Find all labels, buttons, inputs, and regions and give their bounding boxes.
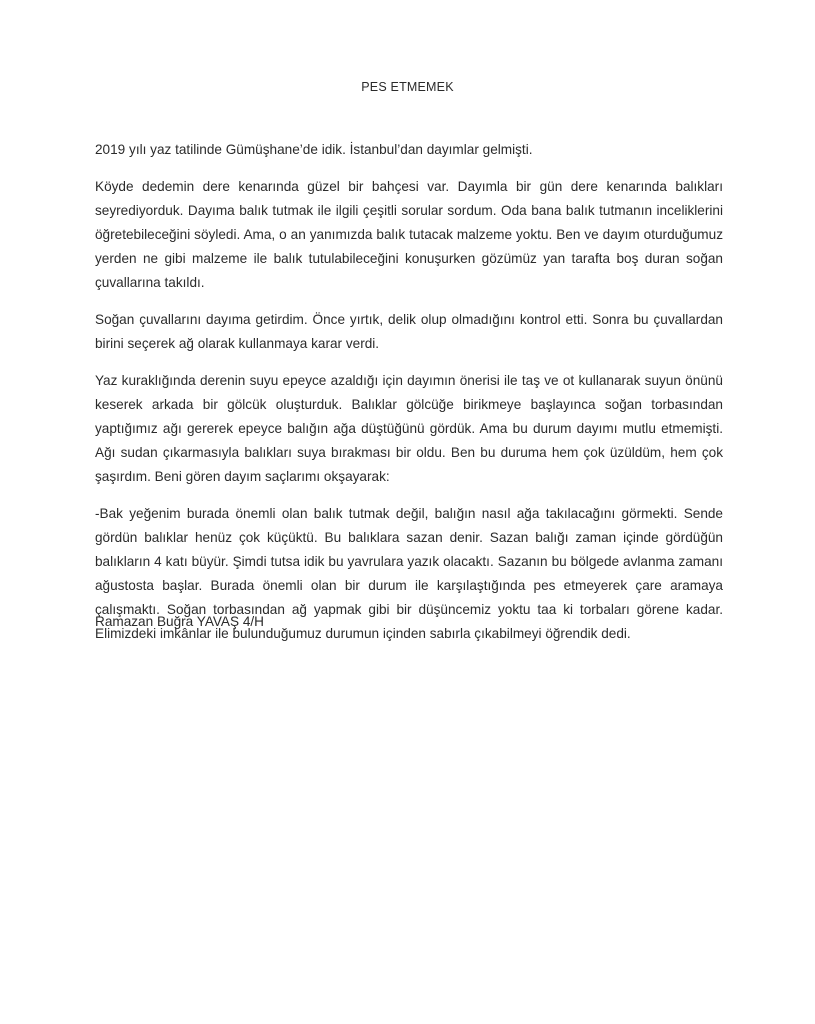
paragraph-3: Soğan çuvallarını dayıma getirdim. Önce yırtık, delik olup olmadığını kontrol etti. Sonra bu çuvallardan birini seçerek ağ olarak kullanmaya karar verdi. bbox=[95, 312, 723, 351]
paragraph-1: 2019 yılı yaz tatilinde Gümüşhane’de idik. İstanbul’dan dayımlar gelmişti. bbox=[95, 142, 533, 157]
page-title: PES ETMEMEK bbox=[361, 80, 454, 94]
paragraph-5-quoted-speech: -Bak yeğenim burada önemli olan balık tutmak değil, balığın nasıl ağa takılacağını görmekti. Sende gördün balıklar henüz çok küçüktü. Bu balıklara sazan denir. Sazan balığı zaman içinde gördüğün balıkların 4 katı büyür. Şimdi tutsa idik bu yavrulara yazık olacaktı. Sazanın bu bölgede avlanma zamanı ağustosta başlar. Burada önemli olan bir durum ile karşılaştığında pes etmeyerek çare aramaya çalışmaktı. Soğan torbasından ağ yapmak gibi bir düşüncemiz yoktu taa ki torbaları görene kadar. Elimizdeki imkânlar ile bulunduğumuz durumun içinden sabırla çıkabilmeyi öğrendik dedi. bbox=[95, 506, 723, 641]
paragraph-4: Yaz kuraklığında derenin suyu epeyce azaldığı için dayımın önerisi ile taş ve ot kullanarak suyun önünü keserek arkada bir gölcük oluşturduk. Balıklar gölcüğe birikmeye başlayınca soğan torbasından yaptığımız ağı gererek epeyce balığın ağa düştüğünü gördük. Ama bu durum dayımı mutlu etmemişti. Ağı sudan çıkarmasıyla balıkları suya bırakması bir oldu. Ben bu duruma hem çok üzüldüm, hem çok şaşırdım. Beni gören dayım saçlarımı okşayarak: bbox=[95, 373, 723, 484]
author-signature: Ramazan Buğra YAVAŞ 4/H bbox=[95, 614, 264, 629]
document-body bbox=[95, 138, 723, 646]
paragraph-2: Köyde dedemin dere kenarında güzel bir bahçesi var. Dayımla bir gün dere kenarında balıkları seyrediyorduk. Dayıma balık tutmak ile ilgili çeşitli sorular sordum. Oda bana balık tutmanın inceliklerini öğretebileceğini söyledi. Ama, o an yanımızda balık tutacak malzeme yoktu. Ben ve dayım oturduğumuz yerden ne gibi malzeme ile balık tutulabileceğini konuşurken gözümüz yan tarafta boş duran soğan çuvallarına takıldı. bbox=[95, 179, 723, 290]
